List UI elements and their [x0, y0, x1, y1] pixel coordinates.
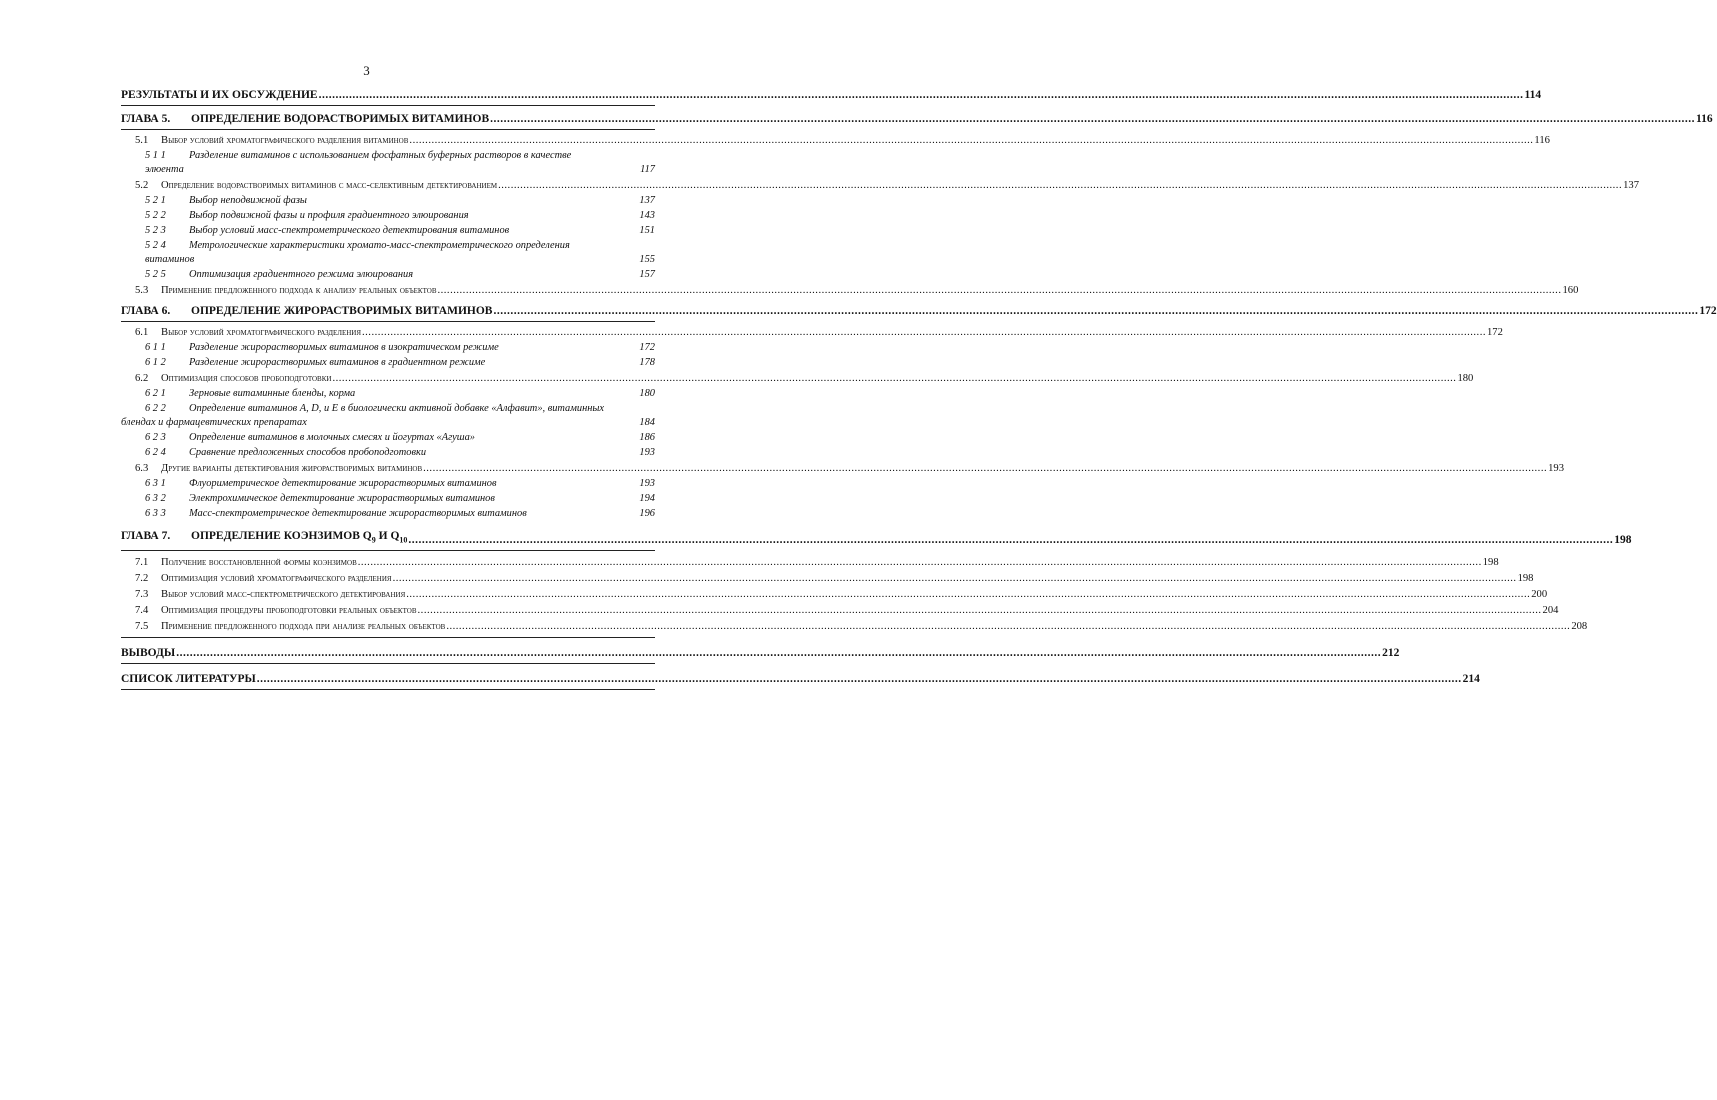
dot-leader: [490, 112, 1695, 126]
subsection-title: Разделение жирорастворимых витаминов в изократическом режиме: [189, 342, 499, 353]
subsection-number: 6 2 3: [145, 432, 166, 443]
subsection-number: 6 1 2: [145, 357, 166, 368]
dot-leader: [408, 533, 1613, 547]
subsection-number: 5 2 1: [145, 195, 166, 206]
subsection-title: Определение витаминов A, D, и E в биологически активной добавке «Алфавит», витаминных: [189, 403, 605, 414]
subsection-number: 6 2 4: [145, 447, 166, 458]
toc-subsection-5-2-2: [121, 209, 655, 223]
section-number: 5.3: [135, 285, 149, 296]
section-title: Применение предложенного подхода к анализу реальных объектов: [161, 285, 437, 296]
subsection-title: Масс-спектрометрическое детектирование жирорастворимых витаминов: [189, 508, 527, 519]
toc-section-5-1: [121, 134, 1550, 148]
toc-subsection-6-1-1: [121, 341, 655, 355]
section-title: Выбор условий хроматографического разделения: [161, 327, 361, 338]
section-number: 7.4: [135, 605, 149, 617]
subsection-title: Сравнение предложенных способов пробоподготовки: [189, 447, 427, 458]
section-title: Оптимизация условий хроматографического разделения: [161, 573, 392, 585]
dot-leader: [332, 372, 1456, 386]
toc-subsection-6-3-1: [121, 477, 655, 491]
toc-section-7-5: [121, 620, 1588, 638]
section-number: 7.5: [135, 621, 149, 633]
dot-leader: [257, 672, 1462, 686]
subsection-number: 5 2 4: [145, 240, 166, 251]
subsection-page: 172: [639, 342, 655, 353]
dot-leader: [423, 462, 1547, 476]
chapter-title: ОПРЕДЕЛЕНИЕ КОЭНЗИМОВ Q: [191, 530, 372, 542]
section-page: 198: [1482, 557, 1499, 569]
toc-chapter-6: [121, 304, 1717, 322]
dot-leader: [393, 572, 1517, 586]
dot-leader: [409, 134, 1533, 148]
toc-chapter-7: [121, 529, 1632, 551]
section-number: 5.1: [135, 135, 149, 146]
dot-leader: [446, 620, 1570, 634]
subsection-page: 186: [639, 432, 655, 443]
section-number: 7.1: [135, 557, 149, 569]
subsection-title: Оптимизация градиентного режима элюирования: [189, 269, 414, 280]
subsection-number: 6 2 1: [145, 388, 166, 399]
dot-leader: [319, 88, 1524, 102]
toc-subsection-6-1-2: [121, 356, 655, 370]
section-page: 208: [1571, 621, 1588, 633]
toc-chapter-5: [121, 112, 1713, 130]
section-title: Оптимизация процедуры пробоподготовки реальных объектов: [161, 605, 417, 617]
subsection-page: 180: [639, 388, 655, 399]
chapter-page: 198: [1614, 534, 1632, 547]
section-number: 7.3: [135, 589, 149, 601]
dot-leader: [437, 284, 1561, 298]
toc-subsection-5-2-4-cont: [121, 253, 655, 267]
section-title: Применение предложенного подхода при анализе реальных объектов: [161, 621, 446, 633]
toc-subsection-5-2-4: [121, 239, 655, 253]
toc-subsection-6-2-1: [121, 387, 655, 401]
toc-entry-title: РЕЗУЛЬТАТЫ И ИХ ОБСУЖДЕНИЕ: [121, 89, 318, 101]
dot-leader: [362, 326, 1486, 340]
subsection-title: Флуориметрическое детектирование жирорастворимых витаминов: [189, 478, 497, 489]
section-title: Получение восстановленной формы коэнзимов: [161, 557, 357, 569]
subsection-title: Зерновые витаминные бленды, корма: [189, 388, 356, 399]
section-title: Выбор условий масс-спектрометрического детектирования: [161, 589, 406, 601]
toc-subsection-6-2-4: [121, 446, 655, 460]
dot-leader: [493, 304, 1698, 318]
toc-subsection-6-3-2: [121, 492, 655, 506]
toc-subsection-6-2-2: [121, 402, 655, 416]
dot-leader: [406, 588, 1530, 602]
subsection-title: Электрохимическое детектирование жирорастворимых витаминов: [189, 493, 495, 504]
subsection-title: Выбор неподвижной фазы: [189, 195, 307, 206]
section-number: 6.3: [135, 463, 149, 474]
subsection-page: 193: [639, 478, 655, 489]
section-page: 116: [1534, 135, 1550, 146]
subsection-title: Метрологические характеристики хромато-масс-спектрометрического определения: [189, 240, 570, 251]
subsection-number: 5 1 1: [145, 150, 166, 161]
subsection-number: 6 3 3: [145, 508, 166, 519]
toc-subsection-5-1-1-cont: [121, 163, 655, 177]
subsection-page: 117: [640, 164, 655, 175]
section-number: 6.1: [135, 327, 149, 338]
section-number: 6.2: [135, 373, 149, 384]
subsection-title-cont: витаминов: [145, 254, 195, 265]
subsection-title: Выбор подвижной фазы и профиля градиентного элюирования: [189, 210, 469, 221]
subsection-number: 5 2 2: [145, 210, 166, 221]
toc-section-7-2: [121, 572, 1534, 586]
toc-entry-title: СПИСОК ЛИТЕРАТУРЫ: [121, 673, 256, 686]
toc-entry-page: 212: [1382, 647, 1400, 660]
toc-section-7-3: [121, 588, 1548, 602]
toc-entry-title: ВЫВОДЫ: [121, 647, 176, 660]
subsection-page: 184: [639, 417, 655, 428]
subsection-title: Выбор условий масс-спектрометрического детектирования витаминов: [189, 225, 510, 236]
chapter-label: ГЛАВА 7.: [121, 530, 171, 542]
subsection-page: 137: [639, 195, 655, 206]
subsection-page: 157: [639, 269, 655, 280]
subsection-number: 5 2 3: [145, 225, 166, 236]
subsection-page: 193: [639, 447, 655, 458]
subsection-page: 155: [639, 254, 655, 265]
toc-subsection-6-2-3: [121, 431, 655, 445]
subsection-page: 143: [639, 210, 655, 221]
table-of-contents: [121, 82, 1717, 694]
toc-references: [121, 672, 1480, 690]
toc-subsection-5-2-5: [121, 268, 655, 282]
chapter-label: ГЛАВА 6.: [121, 305, 171, 317]
toc-section-7-4: [121, 604, 1559, 618]
toc-entry-page: 114: [1524, 89, 1542, 101]
subsection-title: Разделение жирорастворимых витаминов в градиентном режиме: [189, 357, 486, 368]
toc-results: [121, 88, 1542, 106]
toc-section-6-1: [121, 326, 1503, 340]
subsection-number: 6 3 1: [145, 478, 166, 489]
subsection-page: 178: [639, 357, 655, 368]
dot-leader: [418, 604, 1542, 618]
subsection-number: 5 2 5: [145, 269, 166, 280]
section-number: 7.2: [135, 573, 149, 585]
subscript-9: 9: [371, 535, 376, 545]
chapter-label: ГЛАВА 5.: [121, 113, 171, 125]
subsection-title: Разделение витаминов с использованием фосфатных буферных растворов в качестве: [189, 150, 572, 161]
section-page: 180: [1457, 373, 1474, 384]
subsection-title-cont: элюента: [145, 164, 184, 175]
toc-subsection-5-2-3: [121, 224, 655, 238]
section-number: 5.2: [135, 180, 149, 191]
toc-subsection-6-3-3: [121, 507, 655, 521]
section-title: Другие варианты детектирования жирорастворимых витаминов: [161, 463, 423, 474]
subsection-page: 194: [639, 493, 655, 504]
section-title: Выбор условий хроматографического разделения витаминов: [161, 135, 409, 146]
toc-conclusions: [121, 646, 1400, 664]
subsection-page: 151: [639, 225, 655, 236]
subsection-title-cont: блендах и фармацевтических препаратах: [121, 417, 307, 428]
subsection-page: 196: [639, 508, 655, 519]
chapter-page: 116: [1696, 113, 1713, 125]
subsection-title: Определение витаминов в молочных смесях и йогуртах «Агуша»: [189, 432, 475, 443]
section-page: 204: [1542, 605, 1559, 617]
toc-subsection-6-2-2-cont: [121, 416, 655, 430]
section-page: 137: [1623, 180, 1639, 191]
dot-leader: [358, 556, 1482, 570]
section-page: 200: [1531, 589, 1548, 601]
section-title: Оптимизация способов пробоподготовки: [161, 373, 332, 384]
chapter-page: 172: [1699, 305, 1717, 317]
subsection-number: 6 2 2: [145, 403, 166, 414]
subsection-number: 6 3 2: [145, 493, 166, 504]
toc-section-6-2: [121, 372, 1474, 386]
dot-leader: [176, 646, 1381, 660]
dot-leader: [498, 179, 1622, 193]
toc-entry-page: 214: [1462, 673, 1480, 686]
toc-section-5-2: [121, 179, 1639, 193]
chapter-title: ОПРЕДЕЛЕНИЕ ВОДОРАСТВОРИМЫХ ВИТАМИНОВ: [191, 113, 490, 125]
subsection-number: 6 1 1: [145, 342, 166, 353]
section-page: 160: [1562, 285, 1579, 296]
toc-section-7-1: [121, 556, 1499, 570]
chapter-title: ОПРЕДЕЛЕНИЕ ЖИРОРАСТВОРИМЫХ ВИТАМИНОВ: [191, 305, 493, 317]
page-number: 3: [363, 63, 370, 78]
section-title: Определение водорастворимых витаминов с масс-селективным детектированием: [161, 180, 498, 191]
toc-subsection-5-1-1: [121, 149, 655, 163]
subscript-10: 10: [399, 535, 408, 545]
toc-section-6-3: [121, 462, 1565, 476]
section-page: 172: [1487, 327, 1503, 338]
section-page: 198: [1517, 573, 1534, 585]
toc-subsection-5-2-1: [121, 194, 655, 208]
chapter-title-and: И Q: [375, 530, 400, 542]
toc-section-5-3: [121, 284, 1579, 298]
section-page: 193: [1548, 463, 1565, 474]
